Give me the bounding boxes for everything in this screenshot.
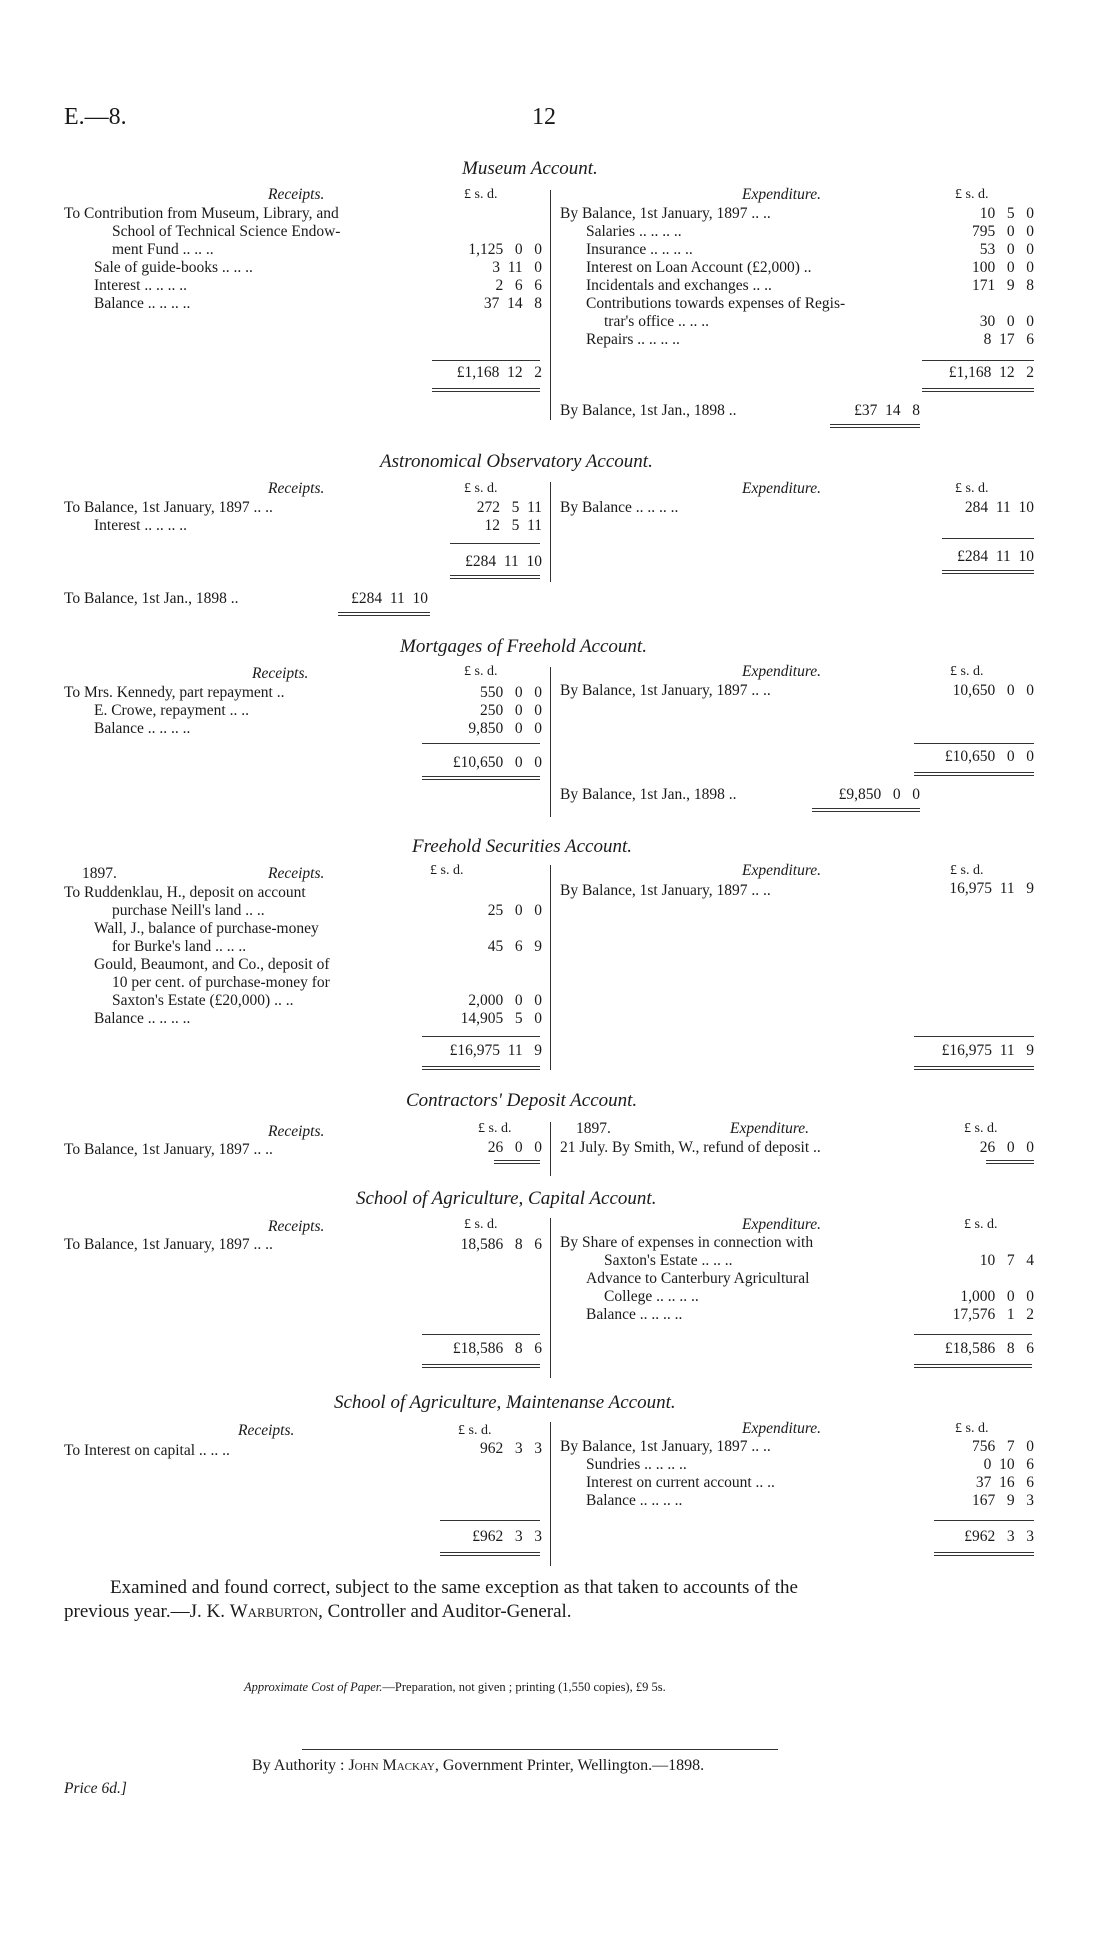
expenditure-heading: Expenditure. bbox=[742, 1216, 822, 1233]
receipts-total: £962 3 3 bbox=[472, 1528, 542, 1545]
section-title: School of Agriculture, Maintenanse Account. bbox=[334, 1392, 676, 1413]
currency-columns: £ s. d. bbox=[955, 481, 989, 496]
rule bbox=[422, 1066, 540, 1067]
receipt-amount: 962 3 3 bbox=[480, 1440, 542, 1457]
rule bbox=[422, 1036, 540, 1037]
receipt-line: purchase Neill's land .. .. bbox=[112, 902, 265, 919]
currency-columns: £ s. d. bbox=[955, 1421, 989, 1436]
rule bbox=[432, 391, 540, 392]
price-note: Price 6d.] bbox=[64, 1780, 127, 1797]
receipt-line: Sale of guide-books .. .. .. bbox=[94, 259, 253, 276]
expenditure-line: Incidentals and exchanges .. .. bbox=[586, 277, 772, 294]
receipt-amount: 272 5 11 bbox=[476, 499, 542, 516]
expenditure-total: £16,975 11 9 bbox=[941, 1042, 1034, 1059]
currency-columns: £ s. d. bbox=[964, 1121, 998, 1136]
expenditure-amount: 167 9 3 bbox=[972, 1492, 1034, 1509]
receipt-line: To Contribution from Museum, Library, and bbox=[64, 205, 339, 222]
column-divider bbox=[550, 1422, 551, 1566]
rule bbox=[450, 578, 540, 579]
expenditure-amount: 16,975 11 9 bbox=[949, 880, 1034, 897]
cost-label: Approximate Cost of Paper. bbox=[244, 1680, 383, 1694]
rule bbox=[914, 775, 1034, 776]
printer-name: John Mackay bbox=[348, 1757, 435, 1774]
rule bbox=[338, 615, 430, 616]
rule bbox=[422, 1367, 540, 1368]
receipt-line: 10 per cent. of purchase-money for bbox=[112, 974, 330, 991]
receipt-line: Balance .. .. .. .. bbox=[94, 1010, 191, 1027]
receipts-total: £284 11 10 bbox=[465, 553, 542, 570]
rule bbox=[934, 1552, 1034, 1553]
receipt-line: Balance .. .. .. .. bbox=[94, 295, 191, 312]
expenditure-amount: 53 0 0 bbox=[979, 241, 1034, 258]
audit-text: previous year.—J. K. bbox=[64, 1601, 230, 1622]
receipt-line: Saxton's Estate (£20,000) .. .. bbox=[112, 992, 294, 1009]
rule bbox=[914, 772, 1034, 773]
receipt-line: Balance .. .. .. .. bbox=[94, 720, 191, 737]
rule bbox=[494, 1160, 540, 1161]
printer-imprint bbox=[252, 1757, 704, 1775]
imprint-text: , Government Printer, Wellington.—1898. bbox=[434, 1757, 705, 1774]
rule bbox=[914, 1069, 1034, 1070]
receipt-amount: 9,850 0 0 bbox=[468, 720, 542, 737]
currency-columns: £ s. d. bbox=[464, 664, 498, 679]
receipts-heading: Receipts. bbox=[268, 186, 325, 203]
year-heading: 1897. bbox=[82, 865, 117, 882]
column-divider bbox=[550, 1218, 551, 1378]
rule bbox=[812, 808, 920, 809]
closing-balance-label: To Balance, 1st Jan., 1898 .. bbox=[64, 590, 239, 607]
column-divider bbox=[550, 482, 551, 582]
expenditure-heading: Expenditure. bbox=[742, 186, 822, 203]
receipts-heading: Receipts. bbox=[268, 865, 325, 882]
receipt-line: School of Technical Science Endow- bbox=[112, 223, 341, 240]
closing-balance-amount: £37 14 8 bbox=[854, 402, 920, 419]
receipt-amount: 18,586 8 6 bbox=[460, 1236, 542, 1253]
rule bbox=[440, 1555, 540, 1556]
section-title: Contractors' Deposit Account. bbox=[406, 1090, 638, 1111]
expenditure-amount: 284 11 10 bbox=[964, 499, 1034, 516]
expenditure-total: £1,168 12 2 bbox=[948, 364, 1034, 381]
expenditure-amount: 10 5 0 bbox=[979, 205, 1034, 222]
rule bbox=[812, 811, 920, 812]
rule bbox=[422, 743, 540, 744]
expenditure-line: Saxton's Estate .. .. .. bbox=[604, 1252, 733, 1269]
expenditure-amount: 10,650 0 0 bbox=[952, 682, 1034, 699]
expenditure-heading: Expenditure. bbox=[742, 1420, 822, 1437]
expenditure-line: By Balance, 1st January, 1897 .. .. bbox=[560, 882, 771, 899]
rule bbox=[440, 1520, 540, 1521]
rule bbox=[432, 360, 540, 361]
column-divider bbox=[550, 1122, 551, 1176]
receipts-heading: Receipts. bbox=[268, 480, 325, 497]
expenditure-heading: Expenditure. bbox=[742, 663, 822, 680]
expenditure-amount: 8 17 6 bbox=[983, 331, 1034, 348]
expenditure-line: By Share of expenses in connection with bbox=[560, 1234, 814, 1251]
imprint-text: By Authority : bbox=[252, 1757, 349, 1774]
rule bbox=[494, 1163, 540, 1164]
receipt-amount: 2,000 0 0 bbox=[468, 992, 542, 1009]
year-heading: 1897. bbox=[576, 1120, 611, 1137]
rule bbox=[830, 424, 920, 425]
column-divider bbox=[550, 865, 551, 1070]
receipt-line: To Balance, 1st January, 1897 .. .. bbox=[64, 1141, 273, 1158]
currency-columns: £ s. d. bbox=[964, 1217, 998, 1232]
expenditure-heading: Expenditure. bbox=[742, 480, 822, 497]
expenditure-amount: 10 7 4 bbox=[979, 1252, 1034, 1269]
rule bbox=[942, 573, 1034, 574]
closing-balance-label: By Balance, 1st Jan., 1898 .. bbox=[560, 402, 737, 419]
closing-balance-amount: £9,850 0 0 bbox=[838, 786, 920, 803]
rule bbox=[914, 1066, 1034, 1067]
expenditure-line: Sundries .. .. .. .. bbox=[586, 1456, 687, 1473]
expenditure-amount: 100 0 0 bbox=[972, 259, 1034, 276]
expenditure-total: £962 3 3 bbox=[964, 1528, 1034, 1545]
expenditure-amount: 171 9 8 bbox=[972, 277, 1034, 294]
currency-columns: £ s. d. bbox=[950, 664, 984, 679]
section-title: Mortgages of Freehold Account. bbox=[400, 636, 647, 657]
receipts-heading: Receipts. bbox=[268, 1123, 325, 1140]
receipt-line: E. Crowe, repayment .. .. bbox=[94, 702, 249, 719]
section-title: Freehold Securities Account. bbox=[412, 836, 633, 857]
audit-text: , Controller and Auditor-General. bbox=[318, 1601, 572, 1622]
expenditure-amount: 795 0 0 bbox=[972, 223, 1034, 240]
expenditure-line: Balance .. .. .. .. bbox=[586, 1306, 683, 1323]
rule bbox=[914, 743, 1034, 744]
receipts-total: £18,586 8 6 bbox=[452, 1340, 542, 1357]
receipts-heading: Receipts. bbox=[268, 1218, 325, 1235]
expenditure-line: Advance to Canterbury Agricultural bbox=[586, 1270, 810, 1287]
currency-columns: £ s. d. bbox=[464, 481, 498, 496]
currency-columns: £ s. d. bbox=[430, 863, 464, 878]
cost-note bbox=[244, 1680, 666, 1695]
receipt-line: To Mrs. Kennedy, part repayment .. bbox=[64, 684, 285, 701]
receipt-amount: 26 0 0 bbox=[487, 1139, 542, 1156]
receipt-amount: 550 0 0 bbox=[480, 684, 542, 701]
receipt-amount: 14,905 5 0 bbox=[460, 1010, 542, 1027]
expenditure-line: trar's office .. .. .. bbox=[604, 313, 709, 330]
currency-columns: £ s. d. bbox=[950, 863, 984, 878]
rule bbox=[942, 570, 1034, 571]
expenditure-line: College .. .. .. .. bbox=[604, 1288, 699, 1305]
expenditure-amount: 0 10 6 bbox=[983, 1456, 1034, 1473]
rule bbox=[830, 427, 920, 428]
rule bbox=[986, 1163, 1034, 1164]
rule bbox=[986, 1160, 1034, 1161]
rule bbox=[914, 1364, 1032, 1365]
expenditure-amount: 26 0 0 bbox=[979, 1139, 1034, 1156]
currency-columns: £ s. d. bbox=[955, 187, 989, 202]
receipts-total: £1,168 12 2 bbox=[456, 364, 542, 381]
receipt-line: ment Fund .. .. .. bbox=[112, 241, 214, 258]
currency-columns: £ s. d. bbox=[478, 1121, 512, 1136]
expenditure-amount: 37 16 6 bbox=[975, 1474, 1034, 1491]
section-title: Museum Account. bbox=[462, 158, 598, 179]
expenditure-amount: 1,000 0 0 bbox=[960, 1288, 1034, 1305]
receipt-line: To Interest on capital .. .. .. bbox=[64, 1442, 230, 1459]
receipt-amount: 2 6 6 bbox=[495, 277, 542, 294]
currency-columns: £ s. d. bbox=[464, 1217, 498, 1232]
rule bbox=[934, 1555, 1034, 1556]
receipts-total: £16,975 11 9 bbox=[449, 1042, 542, 1059]
expenditure-line: Salaries .. .. .. .. bbox=[586, 223, 682, 240]
cost-text: —Preparation, not given ; printing (1,550 copies), £9 5s. bbox=[382, 1680, 666, 1694]
currency-columns: £ s. d. bbox=[458, 1423, 492, 1438]
receipts-total: £10,650 0 0 bbox=[452, 754, 542, 771]
column-divider bbox=[550, 190, 551, 420]
expenditure-line: By Balance, 1st January, 1897 .. .. bbox=[560, 682, 771, 699]
document-reference: E.—8. bbox=[64, 104, 127, 130]
receipt-line: Gould, Beaumont, and Co., deposit of bbox=[94, 956, 330, 973]
expenditure-line: Insurance .. .. .. .. bbox=[586, 241, 693, 258]
expenditure-line: 21 July. By Smith, W., refund of deposit .. bbox=[560, 1139, 821, 1156]
rule bbox=[440, 1552, 540, 1553]
closing-balance-label: By Balance, 1st Jan., 1898 .. bbox=[560, 786, 737, 803]
rule bbox=[422, 779, 540, 780]
expenditure-line: By Balance .. .. .. .. bbox=[560, 499, 679, 516]
expenditure-line: Interest on current account .. .. bbox=[586, 1474, 775, 1491]
receipt-line: Interest .. .. .. .. bbox=[94, 517, 187, 534]
expenditure-total: £10,650 0 0 bbox=[944, 748, 1034, 765]
receipt-line: Wall, J., balance of purchase-money bbox=[94, 920, 319, 937]
receipt-amount: 12 5 11 bbox=[484, 517, 542, 534]
receipt-amount: 1,125 0 0 bbox=[468, 241, 542, 258]
rule bbox=[922, 391, 1034, 392]
receipt-line: To Balance, 1st January, 1897 .. .. bbox=[64, 1236, 273, 1253]
rule bbox=[422, 1334, 540, 1335]
expenditure-line: Balance .. .. .. .. bbox=[586, 1492, 683, 1509]
closing-balance-amount: £284 11 10 bbox=[351, 590, 428, 607]
column-divider bbox=[550, 667, 551, 817]
receipt-line: To Balance, 1st January, 1897 .. .. bbox=[64, 499, 273, 516]
rule bbox=[338, 612, 430, 613]
audit-statement-line1: Examined and found correct, subject to the same exception as that taken to accounts of the bbox=[110, 1577, 798, 1598]
receipt-amount: 25 0 0 bbox=[487, 902, 542, 919]
receipts-heading: Receipts. bbox=[252, 665, 309, 682]
receipt-line: To Ruddenklau, H., deposit on account bbox=[64, 884, 306, 901]
rule bbox=[914, 1334, 1032, 1335]
rule bbox=[432, 388, 540, 389]
rule bbox=[914, 1036, 1034, 1037]
expenditure-amount: 17,576 1 2 bbox=[952, 1306, 1034, 1323]
expenditure-amount: 30 0 0 bbox=[979, 313, 1034, 330]
receipt-line: Interest .. .. .. .. bbox=[94, 277, 187, 294]
receipt-line: for Burke's land .. .. .. bbox=[112, 938, 247, 955]
receipts-heading: Receipts. bbox=[238, 1422, 295, 1439]
expenditure-line: Contributions towards expenses of Regis- bbox=[586, 295, 846, 312]
receipt-amount: 3 11 0 bbox=[492, 259, 542, 276]
rule bbox=[422, 776, 540, 777]
section-title: Astronomical Observatory Account. bbox=[380, 451, 653, 472]
rule bbox=[922, 388, 1034, 389]
receipt-amount: 45 6 9 bbox=[487, 938, 542, 955]
expenditure-heading: Expenditure. bbox=[742, 862, 822, 879]
rule bbox=[942, 538, 1034, 539]
rule bbox=[922, 360, 1034, 361]
expenditure-heading: Expenditure. bbox=[730, 1120, 810, 1137]
rule bbox=[914, 1367, 1032, 1368]
rule bbox=[422, 1069, 540, 1070]
expenditure-line: By Balance, 1st January, 1897 .. .. bbox=[560, 205, 771, 222]
expenditure-amount: 756 7 0 bbox=[972, 1438, 1034, 1455]
expenditure-total: £284 11 10 bbox=[957, 548, 1034, 565]
rule bbox=[450, 575, 540, 576]
expenditure-line: By Balance, 1st January, 1897 .. .. bbox=[560, 1438, 771, 1455]
page-number: 12 bbox=[532, 104, 556, 130]
receipt-amount: 250 0 0 bbox=[480, 702, 542, 719]
rule bbox=[422, 1364, 540, 1365]
footer-rule bbox=[302, 1749, 778, 1750]
expenditure-total: £18,586 8 6 bbox=[944, 1340, 1034, 1357]
auditor-name: Warburton bbox=[229, 1601, 319, 1622]
expenditure-line: Interest on Loan Account (£2,000) .. bbox=[586, 259, 812, 276]
section-title: School of Agriculture, Capital Account. bbox=[356, 1188, 657, 1209]
rule bbox=[450, 543, 540, 544]
receipt-amount: 37 14 8 bbox=[483, 295, 542, 312]
currency-columns: £ s. d. bbox=[464, 187, 498, 202]
audit-statement-line2 bbox=[64, 1600, 572, 1624]
rule bbox=[934, 1520, 1034, 1521]
expenditure-line: Repairs .. .. .. .. bbox=[586, 331, 680, 348]
